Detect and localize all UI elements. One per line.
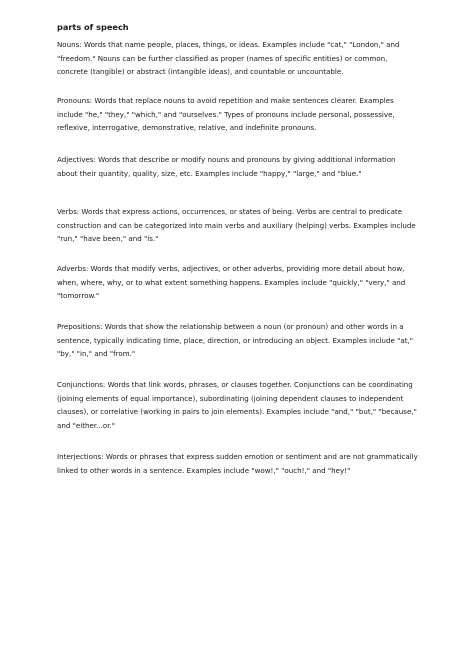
paragraph-line: Interjections: Words or phrases that express sudden emotion or sentiment and are not grammatically bbox=[57, 452, 418, 461]
paragraph-line: "by," "in," and "from." bbox=[57, 349, 136, 359]
paragraph-adverbs bbox=[57, 262, 417, 303]
paragraph-line: and "either...or." bbox=[57, 420, 115, 430]
paragraph-conjunctions bbox=[57, 378, 417, 432]
paragraph-line: "run," "have been," and "is." bbox=[57, 234, 159, 244]
paragraph-line: about their quantity, quality, size, etc. Examples include "happy," "large," and "blue." bbox=[57, 168, 362, 178]
paragraph-nouns bbox=[57, 38, 417, 79]
paragraph-pronouns bbox=[57, 94, 417, 135]
paragraph-line: Adverbs: Words that modify verbs, adjectives, or other adverbs, providing more detail about how, bbox=[57, 264, 405, 273]
paragraph-line: Adjectives: Words that describe or modify nouns and pronouns by giving additional information bbox=[57, 155, 396, 164]
paragraph-line: concrete (tangible) or abstract (intangible ideas), and countable or uncountable. bbox=[57, 67, 344, 77]
paragraph-line: reflexive, interrogative, demonstrative, relative, and indefinite pronouns. bbox=[57, 123, 317, 133]
paragraph-interjections bbox=[57, 450, 417, 477]
paragraph-line: construction and can be categorized into main verbs and auxiliary (helping) verbs. Examples include bbox=[57, 220, 416, 230]
paragraph-prepositions bbox=[57, 320, 417, 361]
paragraph-adjectives bbox=[57, 153, 417, 180]
document-title: parts of speech bbox=[57, 22, 129, 32]
paragraph-line: "freedom." Nouns can be further classified as proper (names of specific entities) or common, bbox=[57, 53, 388, 63]
paragraph-line: clauses), or correlative (working in pairs to join elements). Examples include "and," "but," "because," bbox=[57, 407, 417, 417]
paragraph-line: Pronouns: Words that replace nouns to avoid repetition and make sentences clearer. Examples bbox=[57, 96, 394, 105]
paragraph-line: (joining elements of equal importance), subordinating (joining dependent clauses to independent bbox=[57, 393, 404, 403]
paragraph-verbs bbox=[57, 205, 417, 246]
paragraph-line: Verbs: Words that express actions, occurrences, or states of being. Verbs are central to predicate bbox=[57, 207, 403, 216]
paragraph-line: when, where, why, or to what extent something happens. Examples include "quickly," "very," and bbox=[57, 277, 406, 287]
paragraph-line: include "he," "they," "which," and "ourselves." Types of pronouns include personal, possessive, bbox=[57, 109, 395, 119]
paragraph-line: Prepositions: Words that show the relationship between a noun (or pronoun) and other words in a bbox=[57, 322, 404, 331]
paragraph-line: "tomorrow." bbox=[57, 291, 100, 301]
paragraph-line: Nouns: Words that name people, places, things, or ideas. Examples include "cat," "London," and bbox=[57, 40, 400, 49]
paragraph-line: Conjunctions: Words that link words, phrases, or clauses together. Conjunctions can be coordinating bbox=[57, 380, 413, 389]
paragraph-line: linked to other words in a sentence. Examples include "wow!," "ouch!," and "hey!" bbox=[57, 465, 351, 475]
paragraph-line: sentence, typically indicating time, place, direction, or introducing an object. Examples include "at," bbox=[57, 335, 414, 345]
